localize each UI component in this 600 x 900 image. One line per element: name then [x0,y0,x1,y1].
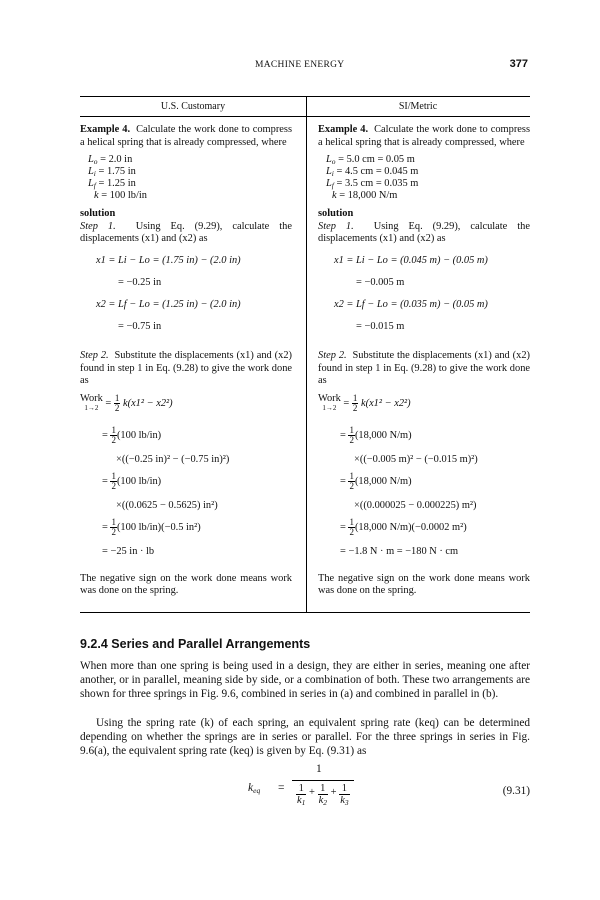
work-line-3: = $\frac{1}{2}$ (18,000 N/m) [340,470,412,491]
table-top-rule [80,96,530,97]
left-column [80,124,292,598]
work-definition: Work 1→2 = $\frac{1}{2}$ k(x1² − x2²) [318,392,411,413]
example-statement [80,124,292,149]
work-line-2: ×((−0.25 in)² − (−0.75 in)²) [116,453,230,465]
given-lo: $L_o = 5.0$ cm = 0.05 m [326,154,415,167]
x2-result: = −0.75 in [118,320,162,332]
equation-main-bar [292,780,354,781]
step2: Step 2. Substitute the displacements (x1) and (x2) found in step 1 in Eq. (9.28) to give the work done as [318,349,530,387]
given-li: $L_i = 4.5$ cm = 0.045 m [326,166,419,179]
equation-number: (9.31) [502,785,530,797]
work-line-6: = −1.8 N · m = −180 N · cm [340,545,459,557]
left-column-heading: U.S. Customary [160,101,226,112]
given-lf: $L_f = 1.25$ in [88,178,136,191]
x1-result: = −0.005 m [356,276,405,288]
conclusion: The negative sign on the work done means work was done on the spring. [318,572,530,597]
right-column-heading: SI/Metric [398,101,438,112]
displacement-equations [96,255,292,334]
step2: Step 2. Substitute the displacements (x1) and (x2) found in step 1 in Eq. (9.28) to give the work done as [80,349,292,387]
work-line-5: = $\frac{1}{2}$ (100 lb/in)(−0.5 in²) [102,516,201,537]
example-statement [318,124,530,149]
equation-numerator: 1 [316,763,322,775]
given-values [88,154,292,202]
example-label: Example 4. [318,124,369,135]
table-column-divider [306,96,307,612]
given-k: k = 18,000 N/m [332,190,398,202]
equation-lhs: $k_{eq}$ [248,782,261,795]
work-line-5: = $\frac{1}{2}$ (18,000 N/m)(−0.0002 m²) [340,516,467,537]
section-title: 9.2.4 Series and Parallel Arrangements [80,637,311,651]
step1: Step 1. Using Eq. (9.29), calculate the displacements (x1) and (x2) as [318,220,530,245]
example-label: Example 4. [80,124,131,135]
table-bottom-rule [80,612,530,613]
running-title: MACHINE ENERGY [255,60,345,70]
x2-result: = −0.015 m [356,320,405,332]
solution-label: solution [80,208,116,220]
work-line-1: = $\frac{1}{2}$ (100 lb/in) [102,424,162,445]
example-problem: Calculate the work done to compress a helical spring that is already compressed, where [80,124,292,148]
section-paragraph-2: Using the spring rate (k) of each spring, an equivalent spring rate (keq) can be determined depending on whether the springs are in series or parallel. For the three springs in series in Fig. 9.6(a), the equivalent spring rate (keq) is given by Eq. (9.31) as [80,717,530,757]
equation-denominator: $\frac{1}{k_1} + \frac{1}{k_2} + \frac{1}{k_3}$ [297,783,349,807]
given-li: $L_i = 1.75$ in [88,166,136,179]
section-paragraph-1: When more than one spring is being used in a design, they are either in series, meaning one after another, or in parallel, meaning side by side, or a combination of both. These two arrangements are shown for three springs in Fig. 9.6, combined in series in (a) and combined in parallel in (b). [80,660,530,700]
work-line-4: ×((0.0625 − 0.5625) in²) [116,499,218,511]
work-definition: Work 1→2 = $\frac{1}{2}$ k(x1² − x2²) [80,392,173,413]
x2-equation: x2 = Lf − Lo = (1.25 in) − (2.0 in) [96,298,241,310]
given-lf: $L_f = 3.5$ cm = 0.035 m [326,178,419,191]
work-line-2: ×((−0.005 m)² − (−0.015 m)²) [354,453,478,465]
equation-9-31 [240,760,380,822]
work-equations [80,394,292,559]
given-k: k = 100 lb/in [94,190,147,202]
step1: Step 1. Using Eq. (9.29), calculate the displacements (x1) and (x2) as [80,220,292,245]
work-equations [318,394,530,559]
given-lo: $L_o = 2.0$ in [88,154,133,167]
work-line-1: = $\frac{1}{2}$ (18,000 N/m) [340,424,412,445]
conclusion: The negative sign on the work done means work was done on the spring. [80,572,292,597]
given-values [326,154,530,202]
example-problem: Calculate the work done to compress a helical spring that is already compressed, where [318,124,530,148]
work-line-4: ×((0.000025 − 0.000225) m²) [354,499,477,511]
x1-result: = −0.25 in [118,276,162,288]
work-line-3: = $\frac{1}{2}$ (100 lb/in) [102,470,162,491]
x2-equation: x2 = Lf − Lo = (0.035 m) − (0.05 m) [334,298,488,310]
x1-equation: x1 = Li − Lo = (0.045 m) − (0.05 m) [334,254,488,266]
page-number: 377 [509,58,528,70]
x1-equation: x1 = Li − Lo = (1.75 in) − (2.0 in) [96,254,241,266]
right-column [318,124,530,598]
work-line-6: = −25 in · lb [102,545,155,557]
table-header-rule [80,116,530,117]
equals-sign: = [278,782,285,794]
solution-label: solution [318,208,354,220]
displacement-equations [334,255,530,334]
